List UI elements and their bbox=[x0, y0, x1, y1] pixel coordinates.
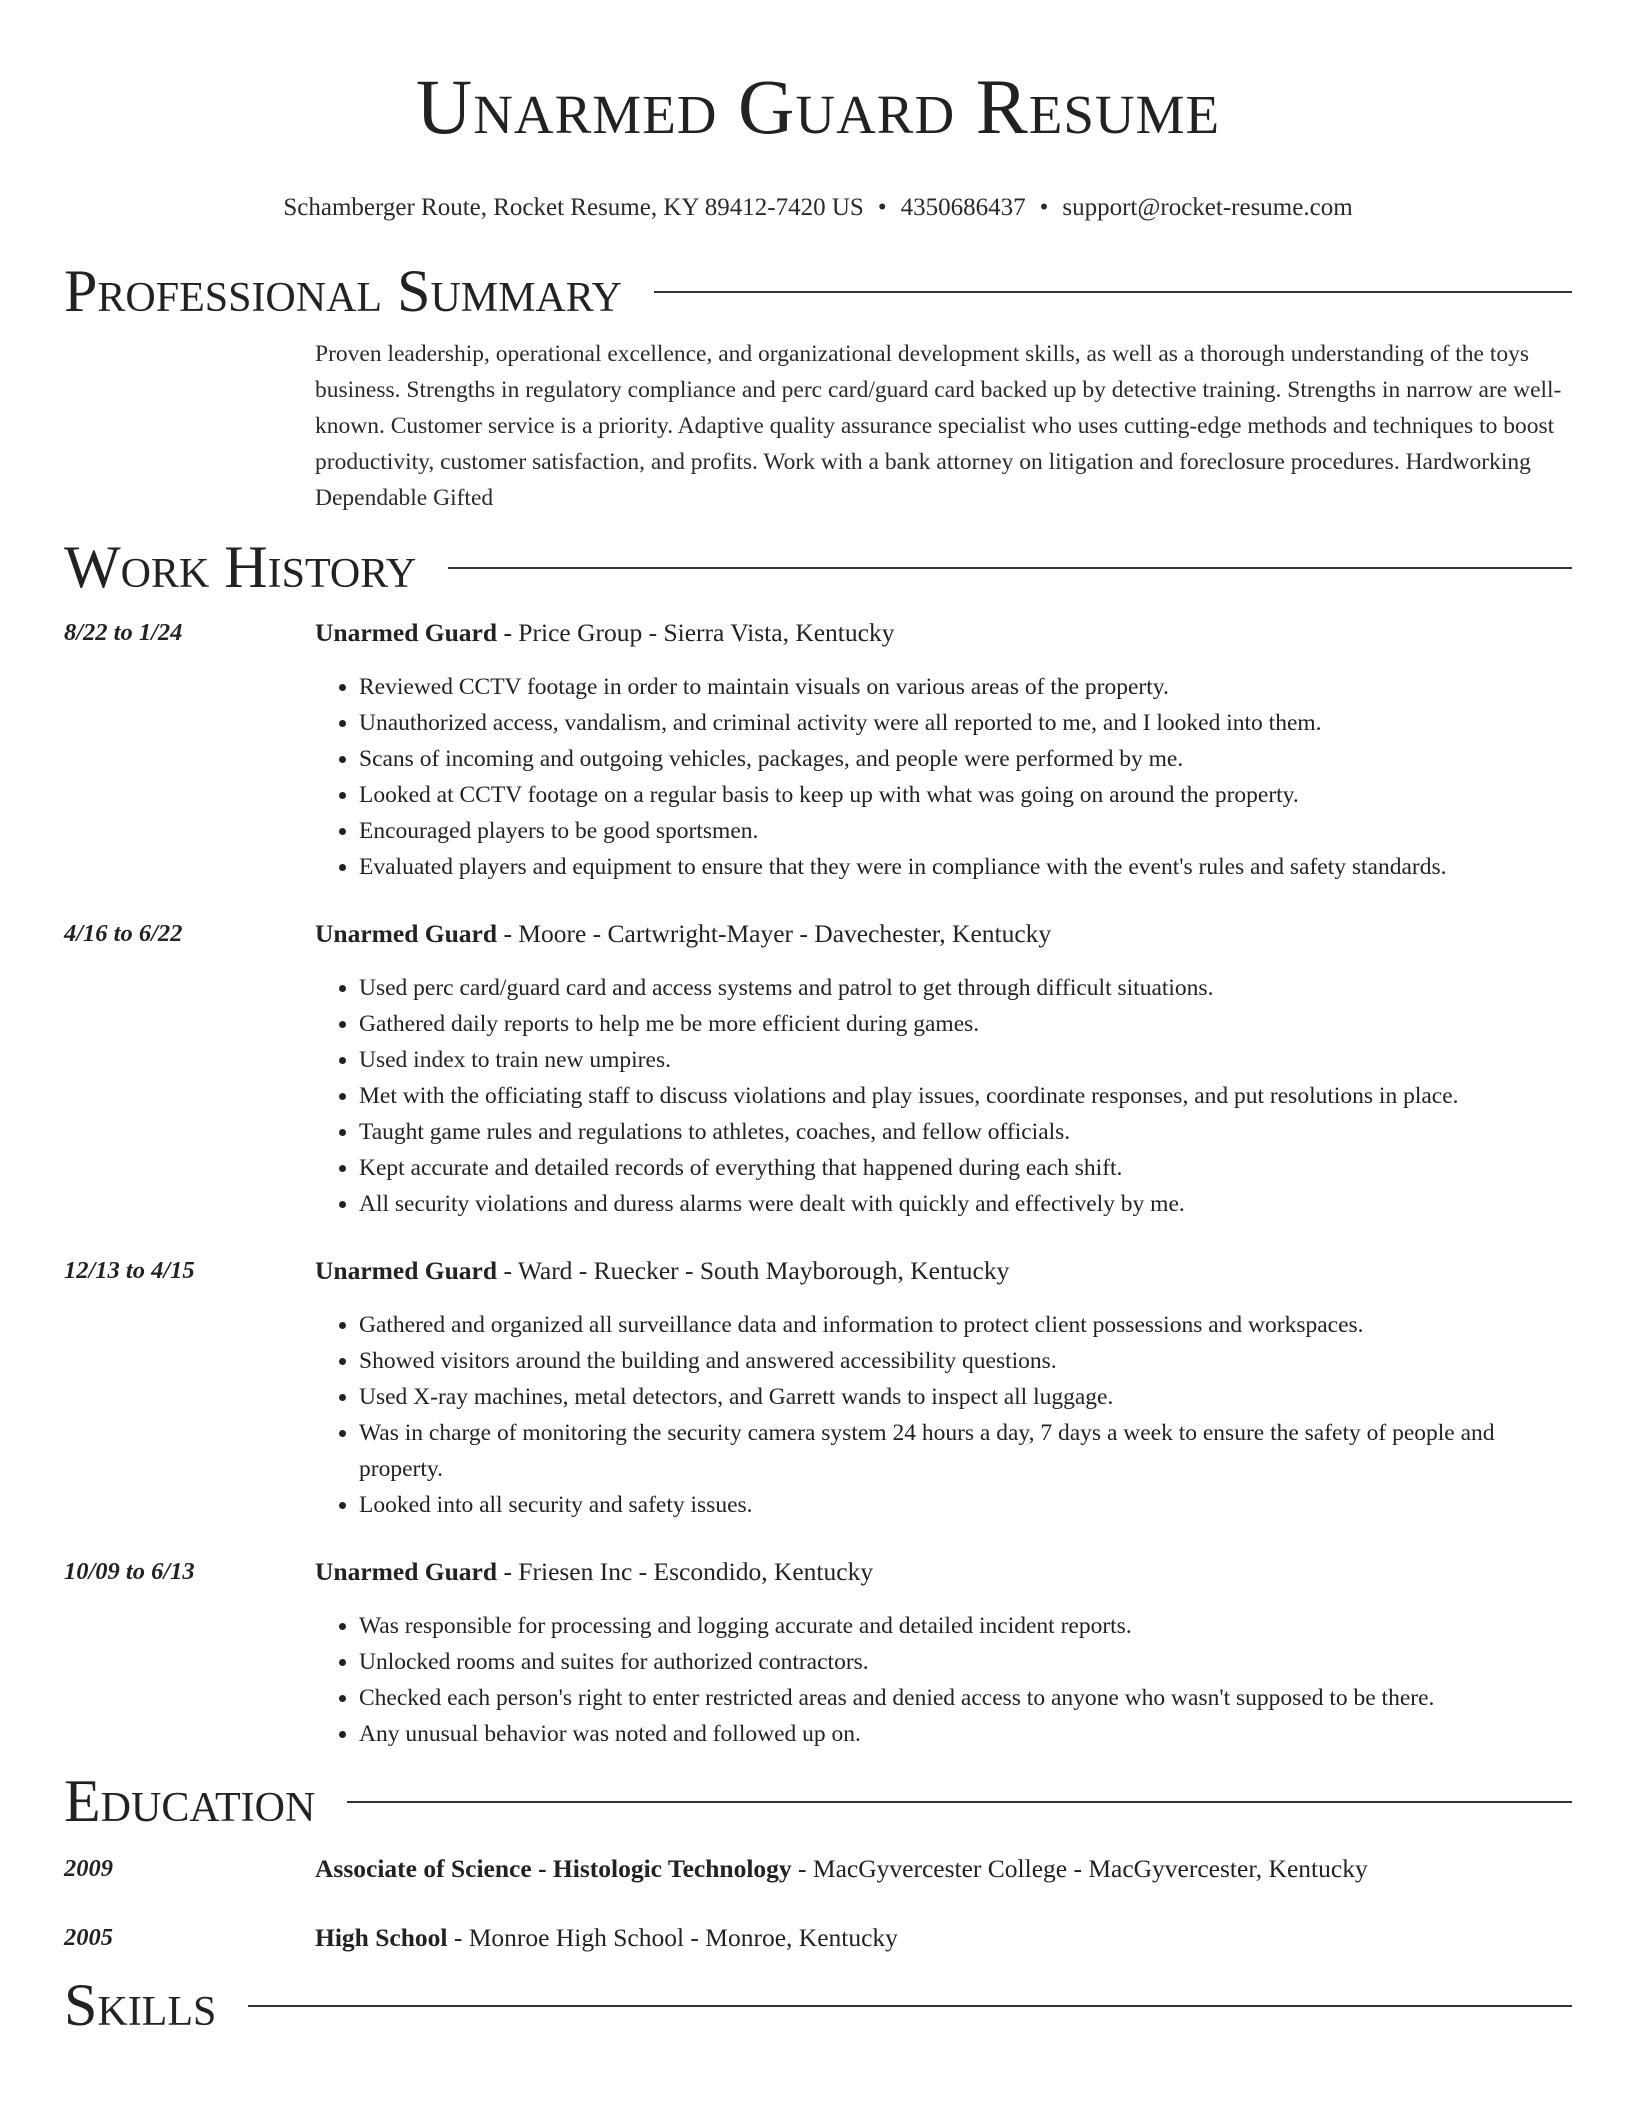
job-bullet: • Used X-ray machines, metal detectors, and Garrett wands to inspect all luggage. bbox=[359, 1379, 1572, 1415]
job-dates: 10/09 to 6/13 bbox=[64, 1558, 195, 1585]
job-bullet: • Evaluated players and equipment to ensure that they were in compliance with the event's rules and safety standards. bbox=[359, 849, 1572, 885]
education-entry bbox=[64, 1853, 1572, 1885]
job-bullet: • Checked each person's right to enter restricted areas and denied access to anyone who wasn't supposed to be there. bbox=[359, 1680, 1572, 1716]
education-heading bbox=[315, 1922, 1572, 1954]
job-bullet: • Gathered daily reports to help me be more efficient during games. bbox=[359, 1006, 1572, 1042]
job-bullet: • Scans of incoming and outgoing vehicles, packages, and people were performed by me. bbox=[359, 741, 1572, 777]
job-bullet: • Gathered and organized all surveillance data and information to protect client possessions and workspaces. bbox=[359, 1307, 1572, 1343]
job-title: Unarmed Guard bbox=[315, 618, 498, 647]
job-bullet: • Was responsible for processing and logging accurate and detailed incident reports. bbox=[359, 1608, 1572, 1644]
job-bullet: • Any unusual behavior was noted and followed up on. bbox=[359, 1716, 1572, 1752]
job-bullets bbox=[315, 970, 1572, 1222]
section-header-summary bbox=[64, 260, 1572, 322]
job-bullet: • Used index to train new umpires. bbox=[359, 1042, 1572, 1078]
job-bullet: • Was in charge of monitoring the security camera system 24 hours a day, 7 days a week to ensure the safety of people and property. bbox=[359, 1415, 1572, 1487]
job-heading bbox=[315, 918, 1572, 950]
contact-phone: 4350686437 bbox=[900, 194, 1026, 221]
section-header-education bbox=[64, 1770, 1572, 1832]
job-entry bbox=[64, 1556, 1572, 1752]
job-bullet: • Used perc card/guard card and access systems and patrol to get through difficult situations. bbox=[359, 970, 1572, 1006]
job-details: - Moore - Cartwright-Mayer - Davechester, Kentucky bbox=[497, 919, 1052, 948]
section-title-work-history: Work History bbox=[64, 534, 417, 600]
education-heading bbox=[315, 1853, 1572, 1885]
job-bullet: • All security violations and duress alarms were dealt with quickly and effectively by me. bbox=[359, 1186, 1572, 1222]
job-bullet: • Met with the officiating staff to discuss violations and play issues, coordinate responses, and put resolutions in place. bbox=[359, 1078, 1572, 1114]
job-bullet: • Reviewed CCTV footage in order to maintain visuals on various areas of the property. bbox=[359, 669, 1572, 705]
section-title-skills: Skills bbox=[64, 1972, 217, 2038]
job-bullets bbox=[315, 669, 1572, 885]
job-dates: 8/22 to 1/24 bbox=[64, 619, 183, 646]
section-title-education: Education bbox=[64, 1768, 316, 1834]
contact-email: support@rocket-resume.com bbox=[1062, 194, 1353, 221]
job-details: - Friesen Inc - Escondido, Kentucky bbox=[497, 1557, 874, 1586]
job-bullet: • Unlocked rooms and suites for authorized contractors. bbox=[359, 1644, 1572, 1680]
job-bullet: • Unauthorized access, vandalism, and criminal activity were all reported to me, and I looked into them. bbox=[359, 705, 1572, 741]
section-divider bbox=[347, 1801, 1572, 1803]
contact-separator: • bbox=[877, 194, 887, 221]
job-heading bbox=[315, 1556, 1572, 1588]
job-title: Unarmed Guard bbox=[315, 1557, 498, 1586]
section-divider bbox=[654, 291, 1572, 293]
resume-title: Unarmed Guard Resume bbox=[415, 63, 1221, 150]
job-bullet: • Taught game rules and regulations to athletes, coaches, and fellow officials. bbox=[359, 1114, 1572, 1150]
education-degree: Associate of Science - Histologic Technology bbox=[315, 1854, 792, 1883]
resume-page bbox=[64, 0, 1572, 2036]
job-title: Unarmed Guard bbox=[315, 1256, 498, 1285]
job-bullets bbox=[315, 1307, 1572, 1523]
education-details: - MacGyvercester College - MacGyvercester, Kentucky bbox=[791, 1854, 1368, 1883]
job-details: - Price Group - Sierra Vista, Kentucky bbox=[497, 618, 895, 647]
job-entry bbox=[64, 617, 1572, 885]
job-bullet: • Encouraged players to be good sportsmen. bbox=[359, 813, 1572, 849]
section-divider bbox=[448, 567, 1572, 569]
job-heading bbox=[315, 1255, 1572, 1287]
contact-line bbox=[64, 192, 1572, 224]
contact-separator: • bbox=[1039, 194, 1049, 221]
education-entry bbox=[64, 1922, 1572, 1954]
job-entry bbox=[64, 918, 1572, 1222]
section-title-summary: Professional Summary bbox=[64, 258, 622, 324]
job-bullet: • Kept accurate and detailed records of everything that happened during each shift. bbox=[359, 1150, 1572, 1186]
job-bullet: • Looked into all security and safety issues. bbox=[359, 1487, 1572, 1523]
education-details: - Monroe High School - Monroe, Kentucky bbox=[447, 1923, 898, 1952]
section-header-work-history bbox=[64, 536, 1572, 598]
section-header-skills bbox=[64, 1974, 1572, 2036]
job-heading bbox=[315, 617, 1572, 649]
job-details: - Ward - Ruecker - South Mayborough, Kentucky bbox=[497, 1256, 1010, 1285]
job-dates: 12/13 to 4/15 bbox=[64, 1257, 195, 1284]
job-bullet: • Showed visitors around the building and answered accessibility questions. bbox=[359, 1343, 1572, 1379]
summary-text: Proven leadership, operational excellence, and organizational development skills, as well as a thorough understanding of the toys business. Strengths in regulatory compliance and perc card/guard card backed up by detective training. Strengths in narrow are well-known. Customer service is a priority. Adaptive quality assurance specialist who uses cutting-edge methods and techniques to boost productivity, customer satisfaction, and profits. Work with a bank attorney on litigation and foreclosure procedures. Hardworking Dependable Gifted bbox=[315, 341, 1562, 511]
job-dates: 4/16 to 6/22 bbox=[64, 920, 183, 947]
job-entry bbox=[64, 1255, 1572, 1523]
job-title: Unarmed Guard bbox=[315, 919, 498, 948]
section-divider bbox=[248, 2005, 1572, 2007]
education-year: 2005 bbox=[64, 1924, 113, 1951]
job-bullets bbox=[315, 1608, 1572, 1752]
job-bullet: • Looked at CCTV footage on a regular basis to keep up with what was going on around the property. bbox=[359, 777, 1572, 813]
contact-address: Schamberger Route, Rocket Resume, KY 89412-7420 US bbox=[283, 194, 864, 221]
education-year: 2009 bbox=[64, 1855, 113, 1882]
education-degree: High School bbox=[315, 1923, 448, 1952]
